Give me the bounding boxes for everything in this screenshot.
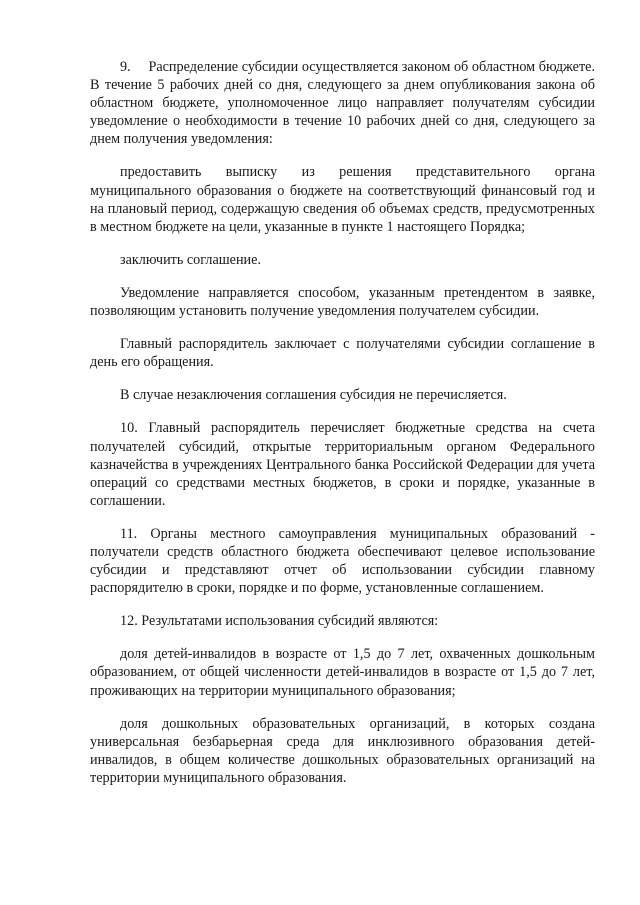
paragraph-agreement-day: Главный распорядитель заключает с получателями субсидии соглашение в день его обращения. xyxy=(90,336,595,371)
paragraph-item-10: 10. Главный распорядитель перечисляет бюджетные средства на счета получателей субсидий, открытые территориальным органом Федерального казначейства в учреждениях Центрального банка Российской Федерации для учета операций со средствами местных бюджетов, в сроки и порядке, указанные в соглашении. xyxy=(90,420,595,509)
paragraph-notification-method: Уведомление направляется способом, указанным претендентом в заявке, позволяющим установить получение уведомления получателем субсидии. xyxy=(90,284,595,320)
paragraph-item-9: 9. Распределение субсидии осуществляется законом об областном бюджете. В течение 5 рабочих дней со дня, следующего за днем опубликования закона об областном бюджете, уполномоченное лицо направляет получателям субсидии уведомление о необходимости в течение 10 рабочих дней со дня, следующего за днем получения уведомления: xyxy=(90,59,595,148)
paragraph-conclude-agreement: заключить соглашение. xyxy=(120,251,261,268)
paragraph-no-agreement: В случае незаключения соглашения субсидия не перечисляется. xyxy=(120,387,507,404)
document-page xyxy=(90,58,595,802)
paragraph-item-12: 12. Результатами использования субсидий являются: xyxy=(120,613,439,630)
paragraph-statement-extract: предоставить выписку из решения представительного органа муниципального образования о бюджете на соответствующий финансовый год и на плановый период, содержащую сведения об объемах средств, предусмотренных в местном бюджете на цели, указанные в пункте 1 настоящего Порядка; xyxy=(90,164,595,235)
paragraph-result-children-share: доля детей-инвалидов в возрасте от 1,5 до 7 лет, охваченных дошкольным образованием, от общей численности детей-инвалидов в возрасте от 1,5 до 7 лет, проживающих на территории муниципального образования; xyxy=(90,646,595,699)
paragraph-result-organizations-share: доля дошкольных образовательных организаций, в которых создана универсальная безбарьерная среда для инклюзивного образования детей-инвалидов, в общем количестве дошкольных образовательных организаций на территории муниципального образования. xyxy=(90,715,595,786)
paragraph-item-11: 11. Органы местного самоуправления муниципальных образований - получатели средств областного бюджета обеспечивают целевое использование субсидии и представляют отчет об использовании субсидии главному распорядителю в сроки, порядке и по форме, установленные соглашением. xyxy=(90,525,595,597)
